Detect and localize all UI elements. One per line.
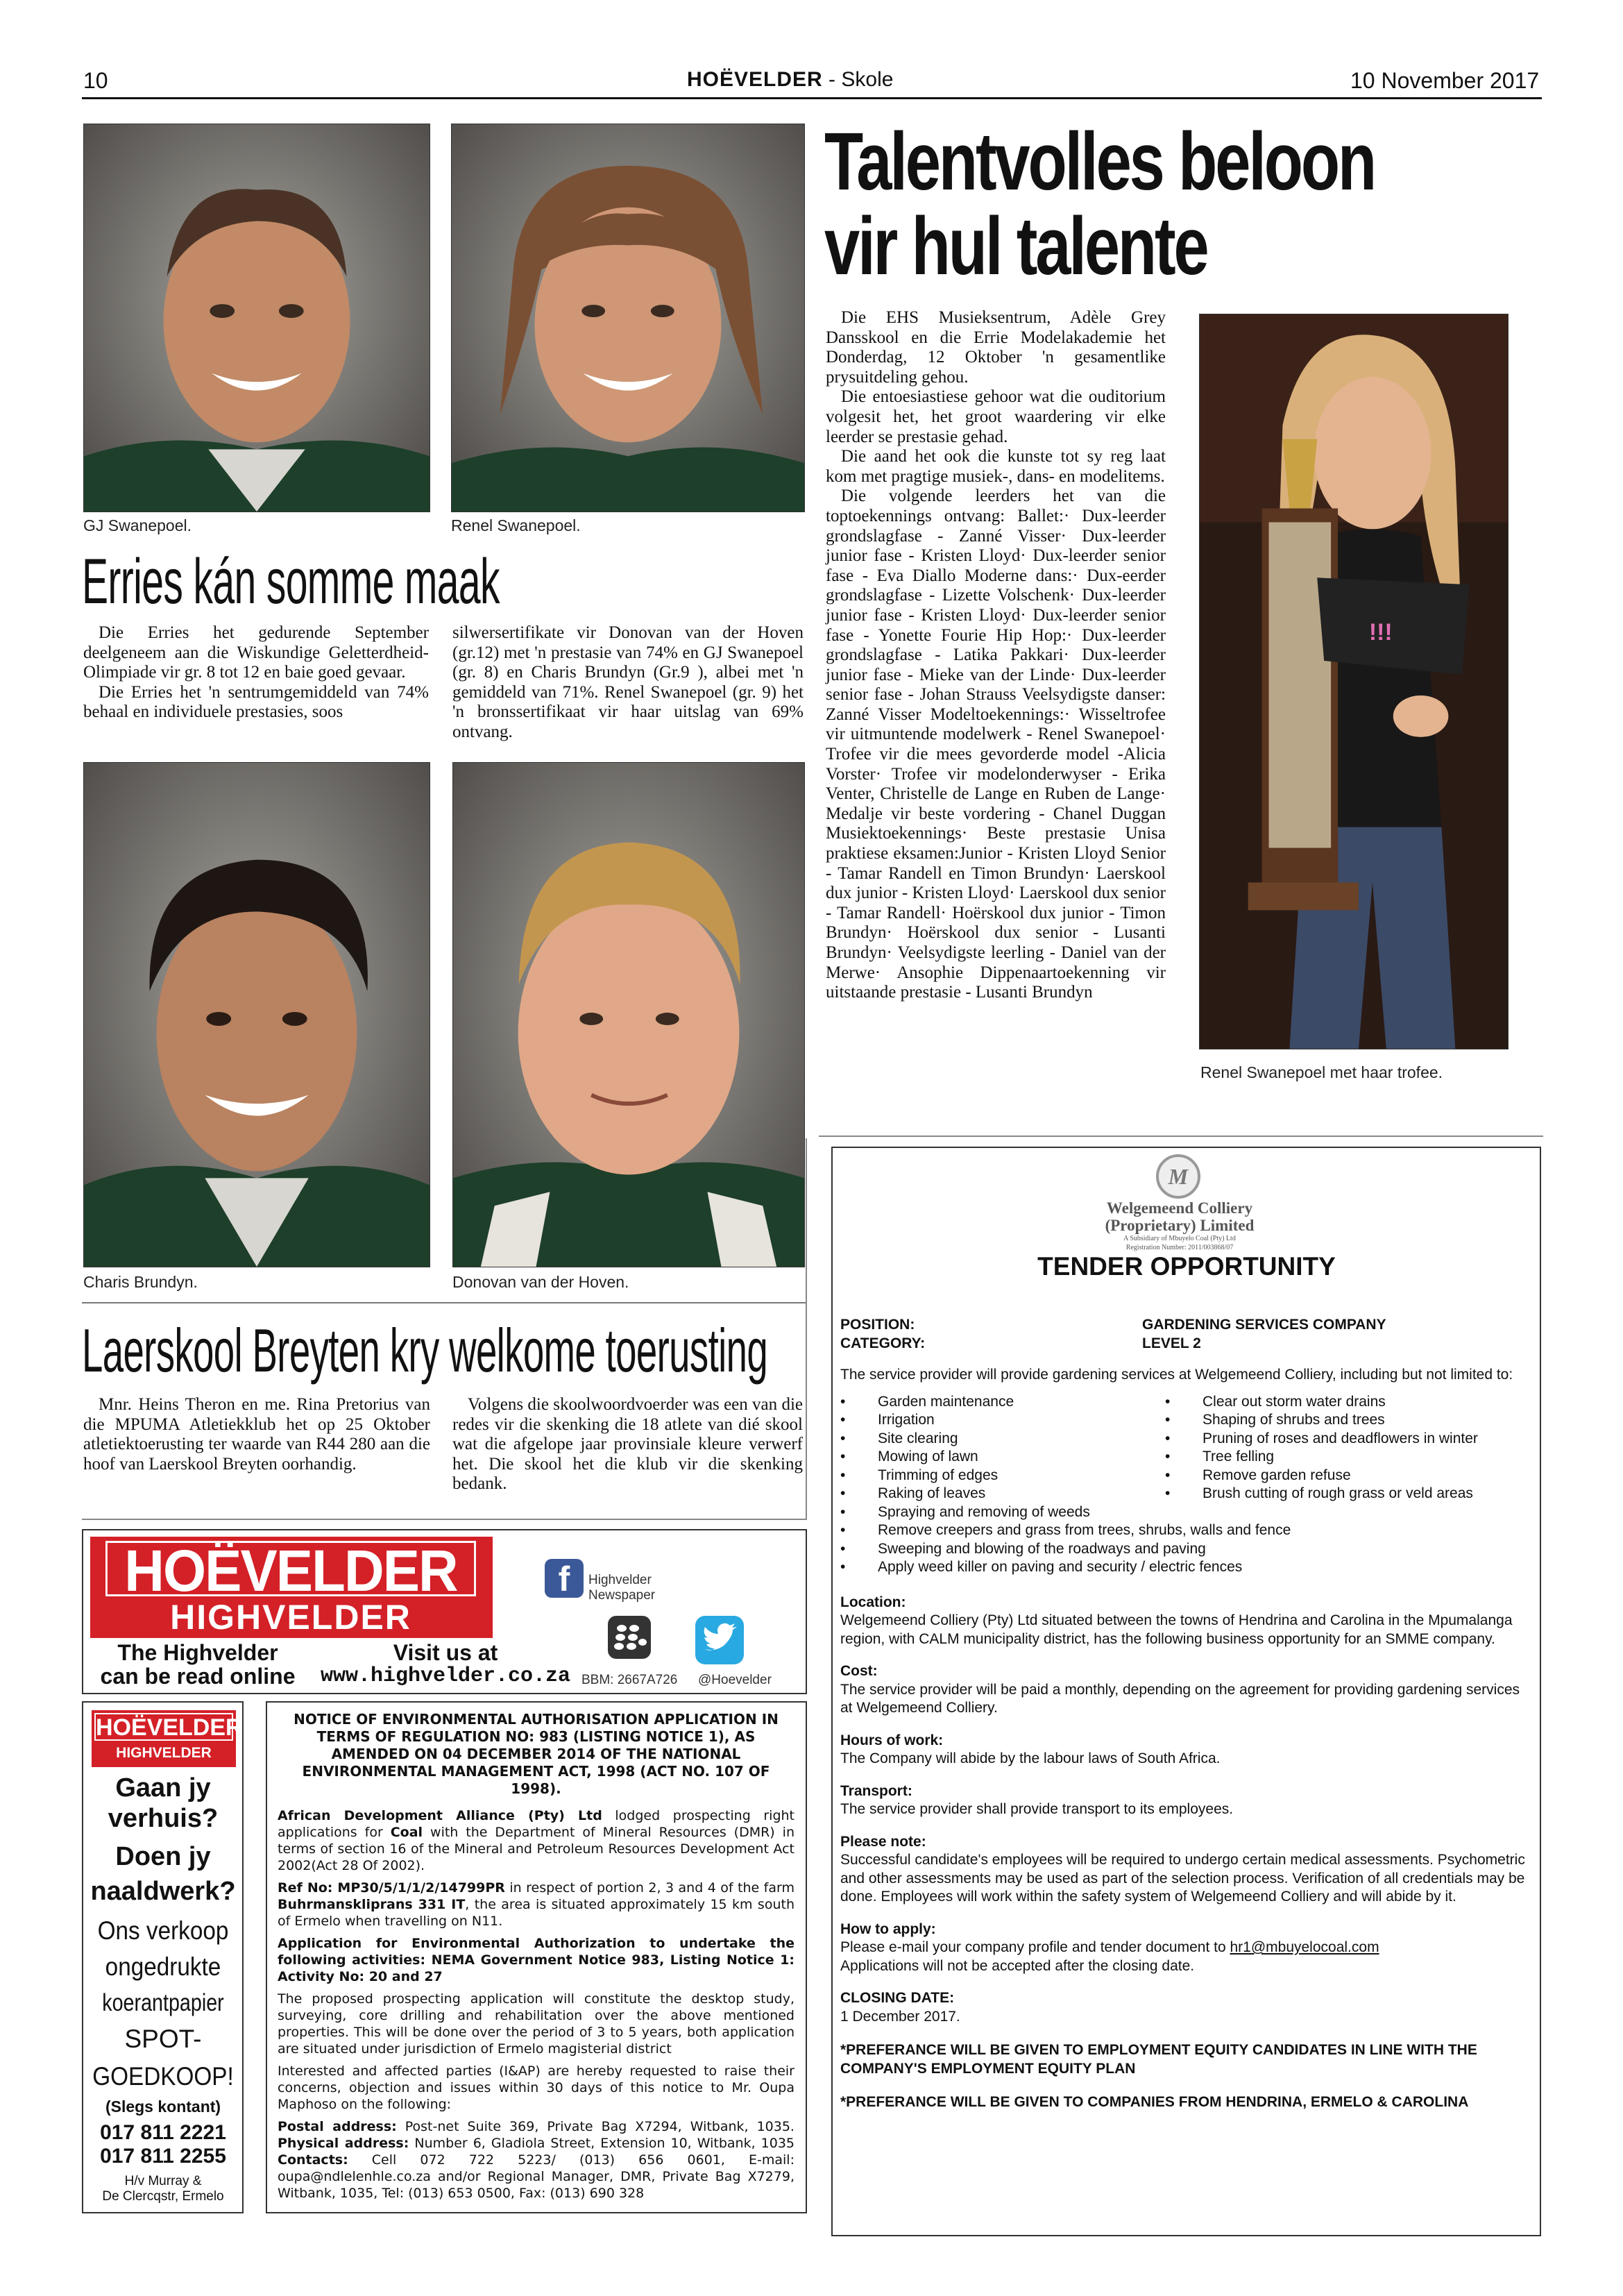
apply-text: Please e-mail your company profile and tender document to (840, 1939, 1226, 1955)
apply-text-2: Applications will not be accepted after the closing date. (840, 1957, 1195, 1974)
service-item: • Brush cutting of rough grass or veld areas (1165, 1485, 1478, 1503)
talent-body (826, 308, 1166, 1003)
reference-number: Ref No: MP30/5/1/1/2/14799PR (278, 1880, 505, 1896)
company-registration: Registration Number: 2011/003868/07 (1125, 1244, 1234, 1251)
bbm-icon[interactable] (608, 1616, 651, 1659)
physical-label: Physical address: (278, 2136, 409, 2151)
ad-line: Ons verkoop (97, 1916, 229, 1945)
notice-paragraph: The proposed prospecting application will constitute the desktop study, surveying, core drilling and rehabilitation over the above mentioned properties. This will be done over the period of 3 to 5 years, both application are situated under jurisdiction of Ermelo magisterial district (278, 1991, 794, 2057)
hours-label: Hours of work: (840, 1732, 944, 1748)
contacts-label: Contacts: (278, 2152, 348, 2168)
banner-logo-hoevelder: HOËVELDER (105, 1541, 476, 1596)
twitter-icon[interactable] (695, 1616, 744, 1664)
publication-name: HOËVELDER (687, 68, 823, 91)
preference-region: *PREFERANCE WILL BE GIVEN TO COMPANIES FROM HENDRINA, ERMELO & CAROLINA (840, 2094, 1469, 2110)
apply-label: How to apply: (840, 1921, 936, 1937)
tender-company-block (1041, 1199, 1318, 1252)
banner-website-link[interactable]: www.highvelder.co.za (321, 1664, 571, 1688)
service-item: • Irrigation (840, 1411, 1165, 1430)
photo-charis-brundyn (83, 762, 430, 1267)
note-label: Please note: (840, 1833, 926, 1850)
services-left (840, 1393, 1165, 1503)
transport-text: The service provider shall provide transport to its employees. (840, 1801, 1234, 1817)
paper-ad-copy (83, 1773, 243, 2204)
service-item: • Remove garden refuse (1165, 1467, 1478, 1485)
erries-paragraph: Die Erries het gedurende September deelgeneem aan die Wiskundige Geletterdheid-Olimpiade vir gr. 8 tot 12 en baie goed gevaar. (83, 623, 429, 682)
service-item: • Pruning of roses and deadflowers in winter (1165, 1430, 1478, 1449)
section-divider (82, 1302, 806, 1303)
notice-text: Post-net Suite 369, Private Bag X7294, Witbank, 1035. (396, 2119, 794, 2134)
apply-line (840, 1939, 1531, 1957)
svg-text:M: M (1168, 1164, 1189, 1189)
caption-donovan-van-der-hoven: Donovan van der Hoven. (452, 1273, 629, 1291)
frame-line (82, 1519, 807, 1520)
issue-date: 10 November 2017 (1350, 68, 1540, 93)
twitter-handle: @Hoevelder (698, 1673, 772, 1687)
banner-logo-highvelder: HIGHVELDER (170, 1598, 411, 1637)
ad-line: GOEDKOOP! (92, 2062, 234, 2091)
headline-talent-line1: Talentvolles beloon (824, 116, 1375, 208)
hours-text: The Company will abide by the labour laws of South Africa. (840, 1750, 1221, 1766)
ad-line: verhuis? (108, 1804, 219, 1833)
cost-text: The service provider will be paid a monthly, depending on the agreement for providing gardening services at Welgemeend Colliery. (840, 1681, 1520, 1716)
section-name: - Skole (829, 68, 894, 91)
applicant-name: African Development Alliance (Pty) Ltd (278, 1808, 602, 1823)
notice-title: NOTICE OF ENVIRONMENTAL AUTHORISATION APPLICATION IN TERMS OF REGULATION NO: 983 (LISTING NOTICE 1), AS AMENDED ON 04 DECEMBER 2014 OF THE NATIONAL ENVIRONMENTAL MANAGEMENT ACT, 1998 (ACT NO. 107 OF 1998). (294, 1711, 779, 1797)
service-item: • Tree felling (1165, 1448, 1478, 1467)
ad-address-1: H/v Murray & (124, 2174, 202, 2188)
caption-gj-swanepoel: GJ Swanepoel. (83, 516, 192, 534)
breyten-paragraph: Volgens die skoolwoordvoerder was een van die redes vir die skenking die 18 atlete van dié skool wat die afgelope jaar provinsiale kleure verwerf het. Die skool het die klub vir die skenking bedank. (452, 1395, 803, 1494)
erries-column-2 (452, 623, 804, 743)
notice-activities: Application for Environmental Authorization to undertake the following activities: NEMA Government Notice 983, Listing Notice 1: Activity No: 20 and 27 (278, 1936, 794, 1984)
position-value: GARDENING SERVICES COMPANY (1142, 1317, 1386, 1333)
service-item: • Sweeping and blowing of the roadways and paving (840, 1540, 1531, 1559)
notice-contacts (278, 2118, 794, 2202)
company-name: Welgemeend Colliery (1106, 1199, 1253, 1217)
photo-gj-swanepoel (83, 124, 430, 512)
running-head (687, 68, 893, 92)
cost-label: Cost: (840, 1663, 878, 1679)
location-text: Welgemeend Colliery (Pty) Ltd situated between the towns of Hendrina and Carolina in the Mpumalanga region, with CALM municipality district, has the following business opportunity for an SMME company. (840, 1612, 1513, 1647)
frame-line (806, 1138, 807, 1520)
talent-paragraph: Die aand het ook die kunste tot sy reg laat kom met pragtige musiek-, dans- en modelitems. (826, 447, 1166, 486)
facebook-icon[interactable]: f (545, 1559, 584, 1598)
talent-paragraph: Die EHS Musieksentrum, Adèle Grey Dansskool en die Errie Modelakademie het Donderdag, 12 Oktober 'n gesamentlike prysuitdeling gehou. (826, 308, 1166, 387)
notice-text: lodged prospecting right applications for (278, 1808, 795, 1840)
photo-donovan-van-der-hoven (452, 762, 805, 1267)
notice-text: Cell 072 722 5223/ (013) 656 0601, E-mail: oupa@ndlelenhle.co.za and/or Regional Manager, DMR, Private Bag X7279, Witbank, 1035, Tel: (013) 653 0500, Fax: (013) 690 328 (278, 2152, 794, 2201)
services-full (840, 1503, 1531, 1577)
service-item: • Shaping of shrubs and trees (1165, 1411, 1478, 1430)
ad-phone-1: 017 811 2221 (100, 2121, 226, 2144)
notice-text: Number 6, Gladiola Street, Extension 10, Witbank, 1035 (409, 2136, 794, 2151)
headline-talent-line2: vir hul talente (824, 201, 1207, 292)
service-item: • Remove creepers and grass from trees, shrubs, walls and fence (840, 1521, 1531, 1540)
service-item: • Raking of leaves (840, 1485, 1165, 1503)
banner-logo-block (90, 1537, 493, 1638)
erries-paragraph: silwersertifikate vir Donovan van der Hoven (gr.12) met 'n prestasie van 74% en GJ Swanepoel (gr. 8) en Charis Brundyn (Gr.9 ), albei met 'n gemiddeld van 71%. Renel Swanepoel (gr. 9) het 'n bronssertifikaat vir haar uitslag van 69% ontvang. (452, 623, 804, 741)
postal-label: Postal address: (278, 2119, 397, 2134)
service-item: • Trimming of edges (840, 1467, 1165, 1485)
service-item: • Garden maintenance (840, 1393, 1165, 1412)
visit-line-1: Visit us at (393, 1640, 498, 1665)
ad-line: koerantpapier (102, 1989, 224, 2016)
talent-paragraph: Die entoesiastiese gehoor wat die ouditorium volgesit het, het groot waardering vir elke leerder se prestasie gehad. (826, 387, 1166, 446)
breyten-paragraph: Mnr. Heins Theron en me. Rina Pretorius van die MPUMA Atletiekklub het op 25 Oktober atletiektoerusting ter waarde van R44 280 aan die hoof van Laerskool Breyten oorhandig. (83, 1395, 430, 1474)
paper-logo-hoevelder: HOËVELDER (96, 1714, 243, 1741)
tender-body (840, 1316, 1531, 2112)
paper-ad-logo (92, 1710, 243, 1767)
category-label: CATEGORY: (840, 1335, 926, 1351)
services-right (1165, 1393, 1478, 1503)
service-item: • Spraying and removing of weeds (840, 1503, 1531, 1522)
company-type: (Proprietary) Limited (1105, 1217, 1255, 1234)
bbm-pin: BBM: 2667A726 (581, 1673, 678, 1687)
page-number: 10 (83, 68, 108, 93)
notice-paragraph (278, 1807, 794, 1874)
company-subsidiary: A Subsidiary of Mbuyelo Coal (Pty) Ltd (1123, 1235, 1236, 1242)
photo-renel-with-trophy (1199, 314, 1509, 1049)
farm-name: Buhrmanskliprans 331 IT (278, 1897, 466, 1912)
tender-category-row (840, 1335, 1531, 1353)
notice-text: in respect of portion 2, 3 and 4 of the farm (504, 1880, 795, 1896)
notice-paragraph (278, 1880, 794, 1930)
svg-text:!!!: !!! (1368, 619, 1393, 646)
service-item: • Site clearing (840, 1430, 1165, 1449)
banner-visit (321, 1641, 570, 1688)
ad-line: Gaan jy (115, 1773, 211, 1803)
ad-line: naaldwerk? (90, 1877, 236, 1906)
ad-cash-only: (Slegs kontant) (105, 2097, 221, 2116)
notice-body (278, 1711, 794, 2207)
caption-renel-trophy: Renel Swanepoel met haar trofee. (1200, 1063, 1443, 1081)
notice-text: with the Department of Mineral Resources (DMR) in terms of section 16 of the Mineral and Petroleum Resources Development Act 2002(Act 28 Of 2002). (278, 1825, 794, 1873)
tender-position-row (840, 1316, 1531, 1335)
paper-logo-highvelder: HIGHVELDER (116, 1745, 212, 1761)
location-label: Location: (840, 1594, 906, 1610)
section-divider (819, 1136, 1543, 1137)
headline-breyten: Laerskool Breyten kry welkome toerusting (82, 1316, 768, 1385)
erries-column-1 (83, 623, 429, 723)
banner-tagline (90, 1641, 305, 1688)
service-item: • Apply weed killer on paving and security / electric fences (840, 1558, 1531, 1577)
ad-line: Doen jy (115, 1842, 211, 1871)
talent-paragraph: Die volgende leerders het van die toptoekennings ontvang: Ballet:· Dux-leerder grondslagfase - Zanné Visser· Dux-leerder junior fase - Kristen Lloyd· Dux-leerder senior fase - Eva Diallo Moderne dans:· Dux-eerder grondslagfase - Lizette Volschenk· Dux-leerder junior fase - Kristen Lloyd· Dux-leerder senior fase - Yonette Fourie Hip Hop:· Dux-leerder grondslagfase - Latika Pakkari· Dux-leerder junior fase - Mieke van der Linde· Dux-leerder senior fase - Johan Strauss Veelsydigste danser: Zanné Visser Modeltoekennings:· Wisseltrofee vir uitmuntende modelwerk - Renel Swanepoel· Trofee vir die mees gevorderde model -Alicia Vorster· Trofee vir modelonderwyser - Erika Venter, Christelle de Lange en Ruben de Lange· Medalje vir beste vordering - Chanel Duggan Musiektoekennings· Beste prestasie Unisa praktiese eksamen:Junior - Kristen Lloyd Senior - Tamar Randell en Timon Brundyn· Laerskool dux junior - Kristen Lloyd· Laerskool dux senior - Tamar Randell· Hoërskool dux junior - Timon Brundyn· Hoërskool dux senior - Lusanti Brundyn· Veelsydigste leerling - Daniel van der Merwe· Ansophie Dippenaartoekenning vir uitstaande prestasie - Lusanti Brundyn (826, 487, 1166, 1002)
category-value: LEVEL 2 (1142, 1335, 1201, 1351)
ad-line: ongedrukte (105, 1952, 221, 1981)
ad-line: SPOT- (124, 2025, 202, 2053)
tender-title: TENDER OPPORTUNITY (1037, 1252, 1336, 1281)
erries-paragraph: Die Erries het 'n sentrumgemiddeld van 74% behaal en individuele prestasies, soos (83, 682, 429, 722)
transport-label: Transport: (840, 1782, 912, 1799)
breyten-column-1 (83, 1395, 430, 1474)
tender-services-columns (840, 1393, 1531, 1503)
ad-phone-2: 017 811 2255 (100, 2145, 226, 2168)
service-item: • Mowing of lawn (840, 1448, 1165, 1467)
closing-label: CLOSING DATE: (840, 1990, 955, 2006)
notice-text: , the area is situated approximately 15 km south of Ermelo when travelling on N11. (278, 1897, 794, 1929)
note-text: Successful candidate's employees will be required to undergo certain medical assessments. Psychometric and other assessments may be used as part of the selection process. Verification of all credentials may be done. Employees will work within the safety system of Welgemeend Colliery and will abide by it. (840, 1852, 1525, 1905)
breyten-column-2 (452, 1395, 803, 1494)
header-rule (82, 97, 1542, 99)
apply-email-link[interactable]: hr1@mbuyelocoal.com (1230, 1939, 1379, 1955)
tagline-line-2: can be read online (100, 1664, 296, 1689)
welgemeend-logo-icon (1155, 1154, 1201, 1199)
service-item: • Clear out storm water drains (1165, 1393, 1478, 1412)
facebook-label: Highvelder Newspaper (588, 1573, 656, 1603)
ad-address-2: De Clercqstr, Ermelo (102, 2189, 224, 2204)
tagline-line-1: The Highvelder (117, 1640, 278, 1665)
closing-text: 1 December 2017. (840, 2008, 960, 2025)
caption-renel-swanepoel: Renel Swanepoel. (451, 516, 581, 534)
mineral-name: Coal (390, 1825, 423, 1840)
headline-erries: Erries kán somme maak (82, 546, 500, 617)
position-label: POSITION: (840, 1317, 915, 1333)
notice-paragraph: Interested and affected parties (I&AP) are hereby requested to raise their concerns, objection and issues within 30 days of this notice to Mr. Oupa Maphoso on the following: (278, 2063, 794, 2112)
preference-equity: *PREFERANCE WILL BE GIVEN TO EMPLOYMENT EQUITY CANDIDATES IN LINE WITH THE COMPANY'S EMPLOYMENT EQUITY PLAN (840, 2042, 1477, 2077)
caption-charis-brundyn: Charis Brundyn. (83, 1273, 198, 1291)
photo-renel-swanepoel (451, 124, 805, 512)
tender-intro: The service provider will provide gardening services at Welgemeend Colliery, including but not limited to: (840, 1367, 1513, 1383)
